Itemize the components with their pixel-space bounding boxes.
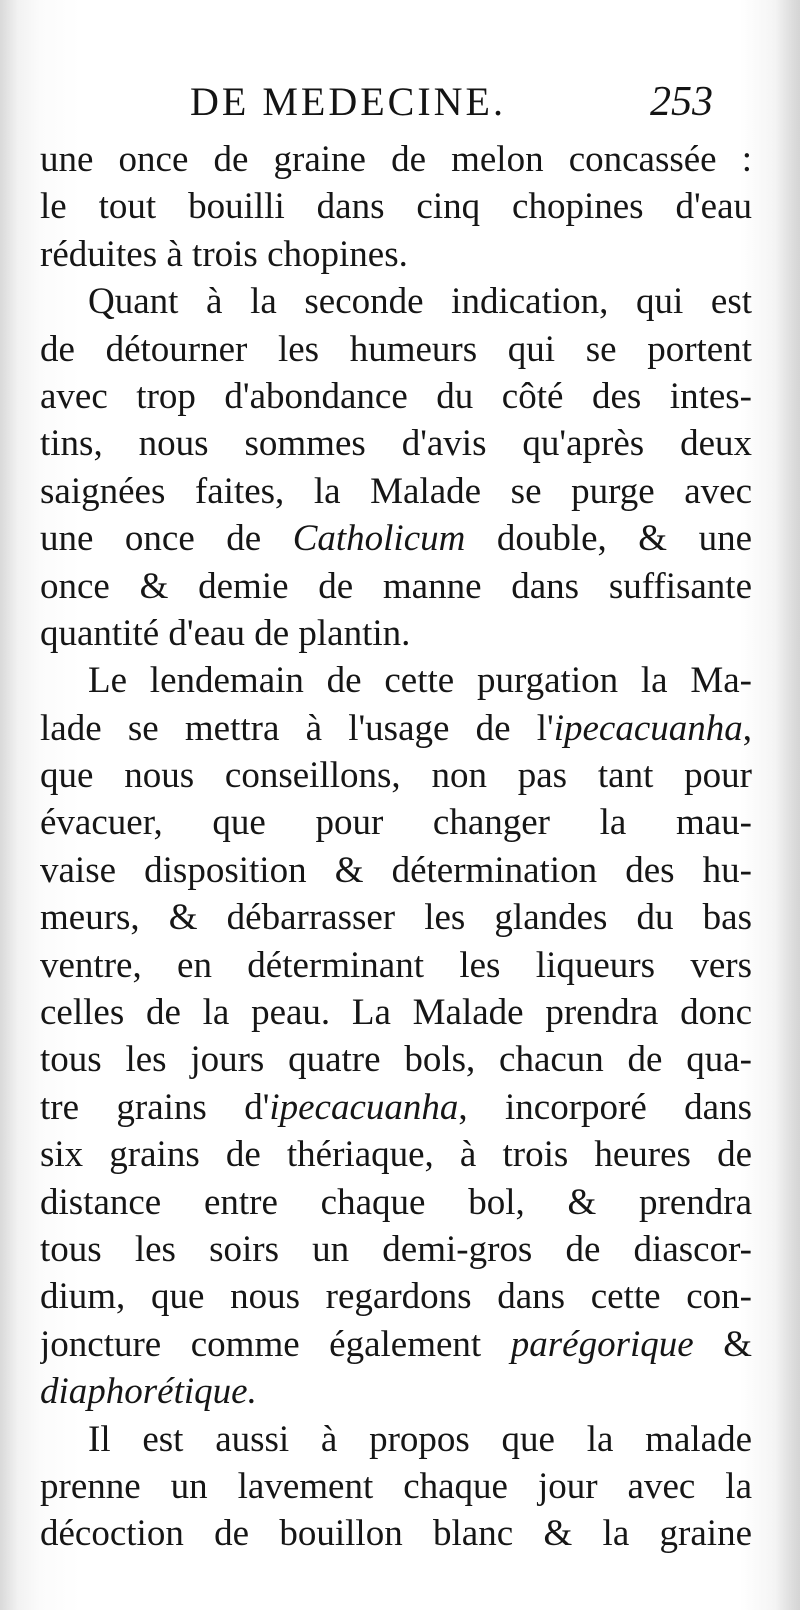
italic-term: parégorique (510, 1323, 694, 1365)
text-line: dium, que nous regardons dans cette con- (40, 1276, 752, 1318)
page-number: 253 (650, 79, 713, 125)
text-line: once & demie de manne dans suffisante (40, 565, 752, 607)
text-line: saignées faites, la Malade se purge avec (40, 470, 752, 512)
text-line: ventre, en déterminant les liqueurs vers (40, 944, 752, 986)
page-edge-shadow (776, 0, 800, 1610)
text-line (40, 1321, 752, 1368)
text-run: , (742, 707, 752, 749)
italic-term: ipecacuanha (553, 707, 743, 749)
text-line: prenne un lavement chaque jour avec la (40, 1465, 752, 1507)
text-line: tins, nous sommes d'avis qu'après deux (40, 423, 752, 465)
text-line: une once de graine de melon concassée : (40, 139, 752, 180)
text-line: vaise disposition & détermination des hu- (40, 849, 752, 891)
text-line: de détourner les humeurs qui se portent (40, 328, 752, 370)
italic-term: diaphorétique. (40, 1371, 257, 1413)
page-header (0, 78, 800, 138)
text-run: tre grains d' (40, 1086, 270, 1128)
italic-term: Catholicum (292, 518, 466, 560)
text-line (40, 705, 752, 752)
text-run: double, & une (465, 518, 752, 560)
text-line: que nous conseillons, non pas tant pour (40, 755, 752, 797)
text-run: joncture comme également (40, 1323, 511, 1365)
text-line: le tout bouilli dans cinq chopines d'eau (40, 186, 752, 228)
text-run: lade se mettra à l'usage de l' (40, 707, 554, 749)
text-line: réduites à trois chopines. (40, 233, 408, 275)
text-line (40, 1368, 752, 1415)
text-run: & (693, 1323, 752, 1365)
italic-term: ipecacuanha (269, 1086, 459, 1128)
text-run: , incorporé dans (458, 1086, 752, 1128)
text-line (40, 1084, 752, 1131)
text-line: avec trop d'abondance du côté des intes- (40, 375, 752, 417)
text-line: distance entre chaque bol, & prendra (40, 1181, 752, 1223)
text-line: Le lendemain de cette purgation la Ma- (88, 660, 752, 702)
text-line: évacuer, que pour changer la mau- (40, 802, 752, 844)
text-line: six grains de thériaque, à trois heures de (40, 1134, 752, 1176)
text-run: une once de (40, 518, 293, 560)
text-line (40, 515, 752, 562)
running-title: DE MEDECINE. (190, 79, 506, 124)
text-line: décoction de bouillon blanc & la graine (40, 1513, 752, 1555)
text-line: meurs, & débarrasser les glandes du bas (40, 897, 752, 939)
text-line: tous les soirs un demi-gros de diascor- (40, 1228, 752, 1270)
text-line: Quant à la seconde indication, qui est (88, 281, 752, 323)
body-text (40, 136, 752, 1558)
text-line: celles de la peau. La Malade prendra donc (40, 992, 752, 1034)
text-line: Il est aussi à propos que la malade (88, 1418, 752, 1460)
text-line: quantité d'eau de plantin. (40, 612, 411, 654)
text-line: tous les jours quatre bols, chacun de qua- (40, 1039, 752, 1081)
